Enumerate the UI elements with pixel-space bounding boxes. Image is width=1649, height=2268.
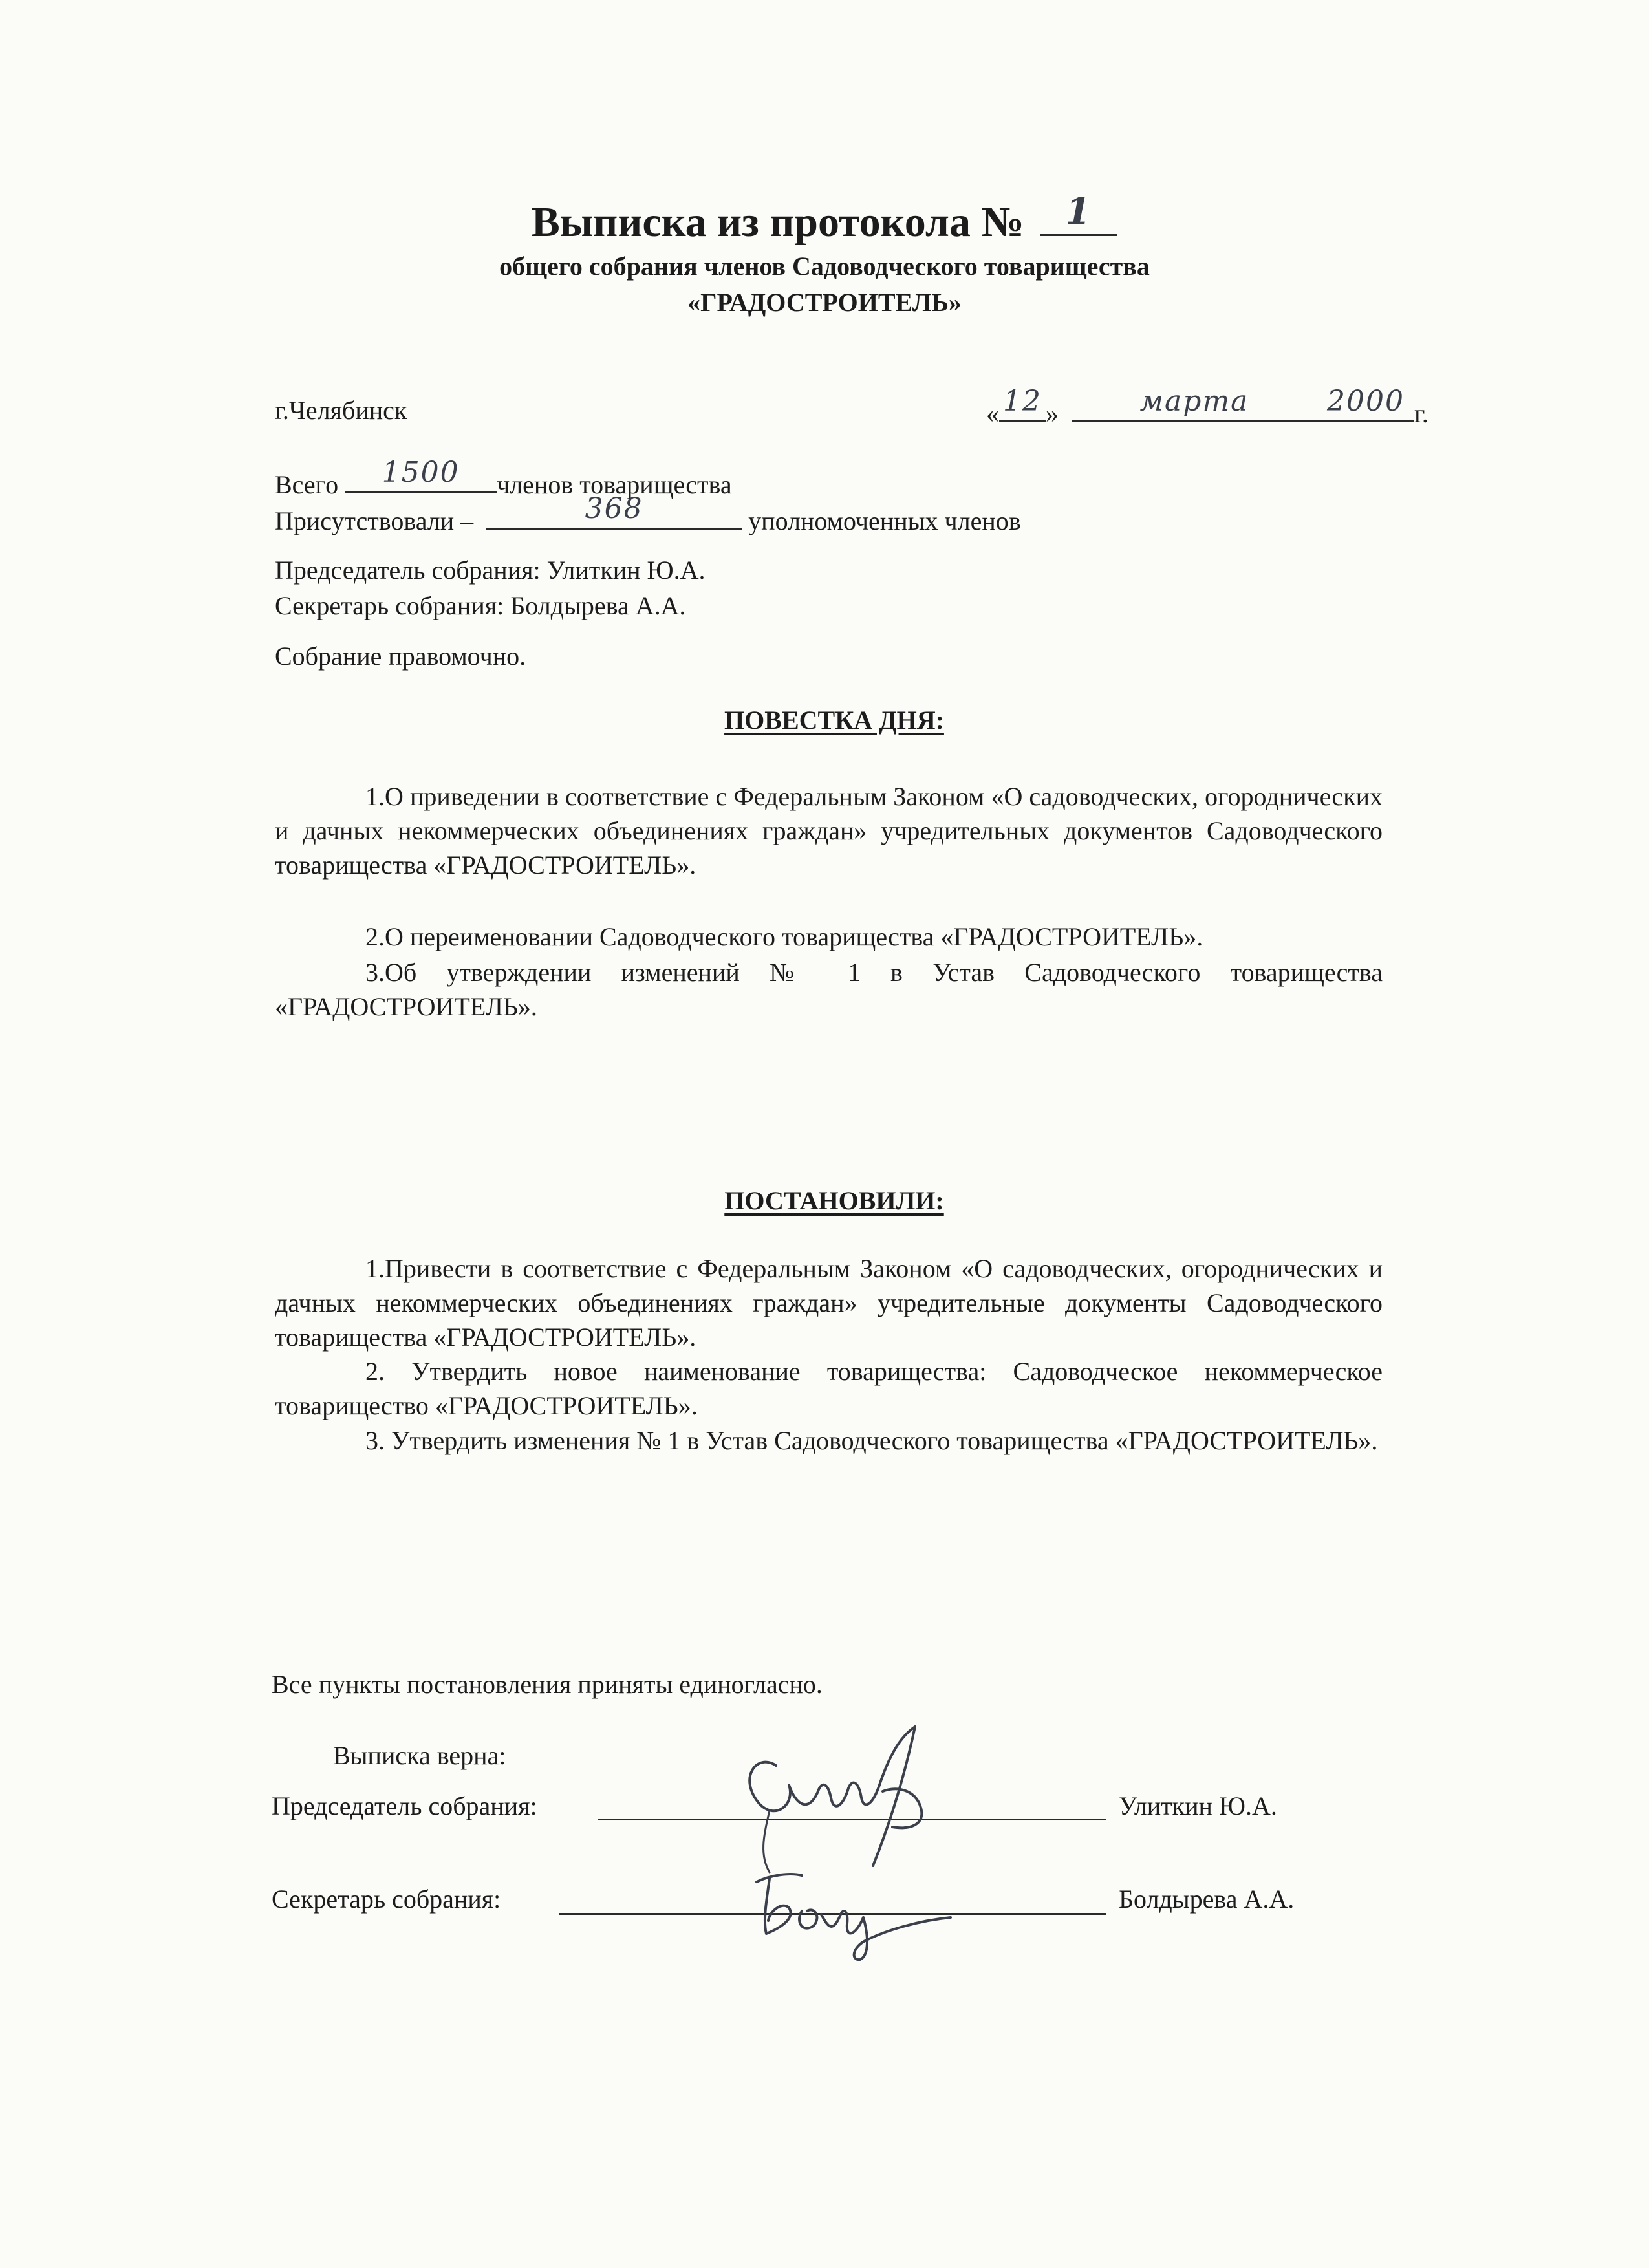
- secretary-name: Болдырева А.А.: [1119, 1885, 1295, 1914]
- resolved-heading: ПОСТАНОВИЛИ:: [724, 1186, 944, 1215]
- date-day: 12: [1003, 385, 1042, 418]
- day-blank: [999, 385, 1046, 422]
- meeting-date: [986, 385, 1428, 430]
- present-members-line: [275, 492, 1021, 537]
- date-open-quote: «: [986, 399, 999, 428]
- meeting-chair: Председатель собрания: Улиткин Ю.А.: [275, 556, 706, 585]
- total-suffix: членов товарищества: [497, 470, 732, 499]
- present-label: Присутствовали –: [275, 506, 474, 535]
- present-members-value: 368: [585, 492, 643, 525]
- chair-signature-label: Председатель собрания:: [272, 1791, 537, 1820]
- total-blank: [345, 456, 497, 493]
- agenda-item-3: 3.Об утверждении изменений № 1 в Устав Садоводческого товарищества «ГРАДОСТРОИТЕЛЬ».: [275, 958, 1383, 1021]
- city: г.Челябинск: [275, 396, 407, 425]
- resolved-item-3: 3. Утвердить изменения № 1 в Устав Садоводческого товарищества «ГРАДОСТРОИТЕЛЬ».: [365, 1426, 1378, 1455]
- quorum-statement: Собрание правомочно.: [275, 642, 526, 671]
- present-blank: [486, 492, 742, 530]
- organization-name: «ГРАДОСТРОИТЕЛЬ»: [687, 288, 962, 317]
- resolved-item-1: 1.Привести в соответствие с Федеральным Законом «О садоводческих, огороднических и дачных некоммерческих объединениях граждан» учредительные документы Садоводческого товарищества «ГРАДОСТРОИТЕЛЬ».: [275, 1254, 1383, 1352]
- protocol-number-blank: [1040, 190, 1117, 236]
- present-suffix: уполномоченных членов: [748, 506, 1021, 535]
- agenda-item-2: 2.О переименовании Садоводческого товарищества «ГРАДОСТРОИТЕЛЬ».: [365, 922, 1203, 951]
- agenda-item-1: 1.О приведении в соответствие с Федеральным Законом «О садоводческих, огороднических и дачных некоммерческих объединениях граждан» учредительных документов Садоводческого товарищества «ГРАДОСТРОИТЕЛЬ».: [275, 782, 1383, 880]
- meeting-secretary: Секретарь собрания: Болдырева А.А.: [275, 591, 686, 620]
- month-blank: [1072, 385, 1317, 422]
- date-close-quote: »: [1046, 399, 1059, 428]
- document-title: [0, 190, 1649, 247]
- unanimous-statement: Все пункты постановления приняты единогласно.: [272, 1670, 823, 1699]
- extract-correct: Выписка верна:: [333, 1741, 506, 1770]
- total-label: Всего: [275, 470, 339, 499]
- document-subtitle: общего собрания членов Садоводческого товарищества: [499, 252, 1150, 281]
- secretary-signature-label: Секретарь собрания:: [272, 1885, 501, 1914]
- total-members-value: 1500: [382, 456, 460, 489]
- secretary-signature: [731, 1850, 989, 1966]
- date-year: 2000: [1327, 385, 1405, 418]
- date-month: марта: [1139, 385, 1249, 418]
- date-year-suffix: г.: [1414, 399, 1428, 428]
- agenda-heading: ПОВЕСТКА ДНЯ:: [724, 706, 944, 735]
- year-blank: [1317, 385, 1414, 422]
- protocol-number: 1: [1065, 190, 1092, 233]
- title-text: Выписка из протокола №: [531, 199, 1024, 246]
- resolved-item-2: 2. Утвердить новое наименование товарищества: Садоводческое некоммерческое товарищество «ГРАДОСТРОИТЕЛЬ».: [275, 1357, 1383, 1420]
- chair-name: Улиткин Ю.А.: [1119, 1791, 1277, 1820]
